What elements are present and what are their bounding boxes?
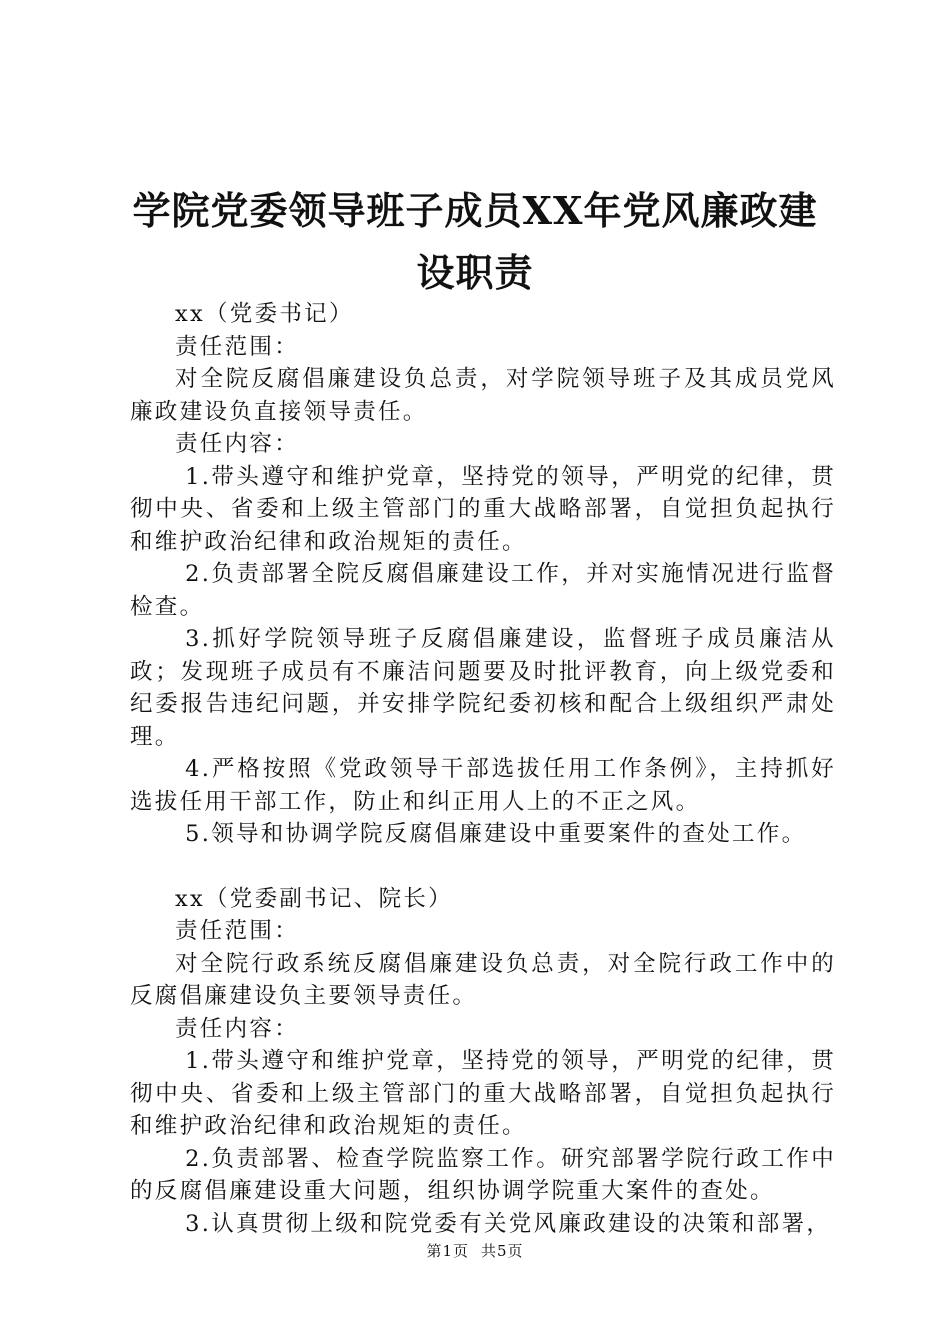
page-footer	[0, 1241, 950, 1261]
section1-item-4: 4.严格按照《党政领导干部选拔任用工作条例》，主持抓好选拔任用干部工作，防止和纠正用人上的不正之风。	[130, 756, 836, 815]
section1-item-5: 5.领导和协调学院反腐倡廉建设中重要案件的查处工作。	[185, 821, 807, 847]
section1-scope-label: 责任范围：	[175, 333, 300, 360]
section2-item-2: 2.负责部署、检查学院监察工作。研究部署学院行政工作中的反腐倡廉建设重大问题，组织协调学院重大案件的查处。	[130, 1145, 836, 1204]
section2-item-1: 1.带头遵守和维护党章，坚持党的领导，严明党的纪律，贯彻中央、省委和上级主管部门的重大战略部署，自觉担负起执行和维护政治纪律和政治规矩的责任。	[130, 1048, 836, 1139]
section1-content-label: 责任内容：	[175, 431, 300, 457]
document-body	[130, 298, 836, 1240]
section2-item-3: 3.认真贯彻上级和院党委有关党风廉政建设的决策和部署，	[185, 1210, 832, 1237]
page-number: 第1页	[426, 1242, 469, 1260]
document-title: 学院党委领导班子成员XX年党风廉政建设职责	[132, 188, 818, 295]
section1-item-3: 3.抓好学院领导班子反腐倡廉建设，监督班子成员廉洁从政；发现班子成员有不廉洁问题要及时批评教育，向上级党委和纪委报告违纪问题，并安排学院纪委初核和配合上级组织严肃处理。	[130, 626, 836, 750]
section1-item-2: 2.负责部署全院反腐倡廉建设工作，并对实施情况进行监督检查。	[130, 561, 836, 620]
section1-item-1: 1.带头遵守和维护党章，坚持党的领导，严明党的纪律，贯彻中央、省委和上级主管部门的重大战略部署，自觉担负起执行和维护政治纪律和政治规矩的责任。	[130, 463, 836, 555]
section2-scope-text: 对全院行政系统反腐倡廉建设负总责，对全院行政工作中的反腐倡廉建设负主要领导责任。	[130, 950, 836, 1009]
section2-scope-label: 责任范围：	[175, 918, 300, 944]
section1-heading: xx（党委书记）	[175, 301, 354, 327]
page-total: 共5页	[481, 1242, 524, 1260]
section2-content-label: 责任内容：	[175, 1015, 300, 1042]
section2-heading: xx（党委副书记、院长）	[175, 885, 453, 912]
section1-scope-text: 对全院反腐倡廉建设负总责，对学院领导班子及其成员党风廉政建设负直接领导责任。	[130, 366, 836, 425]
